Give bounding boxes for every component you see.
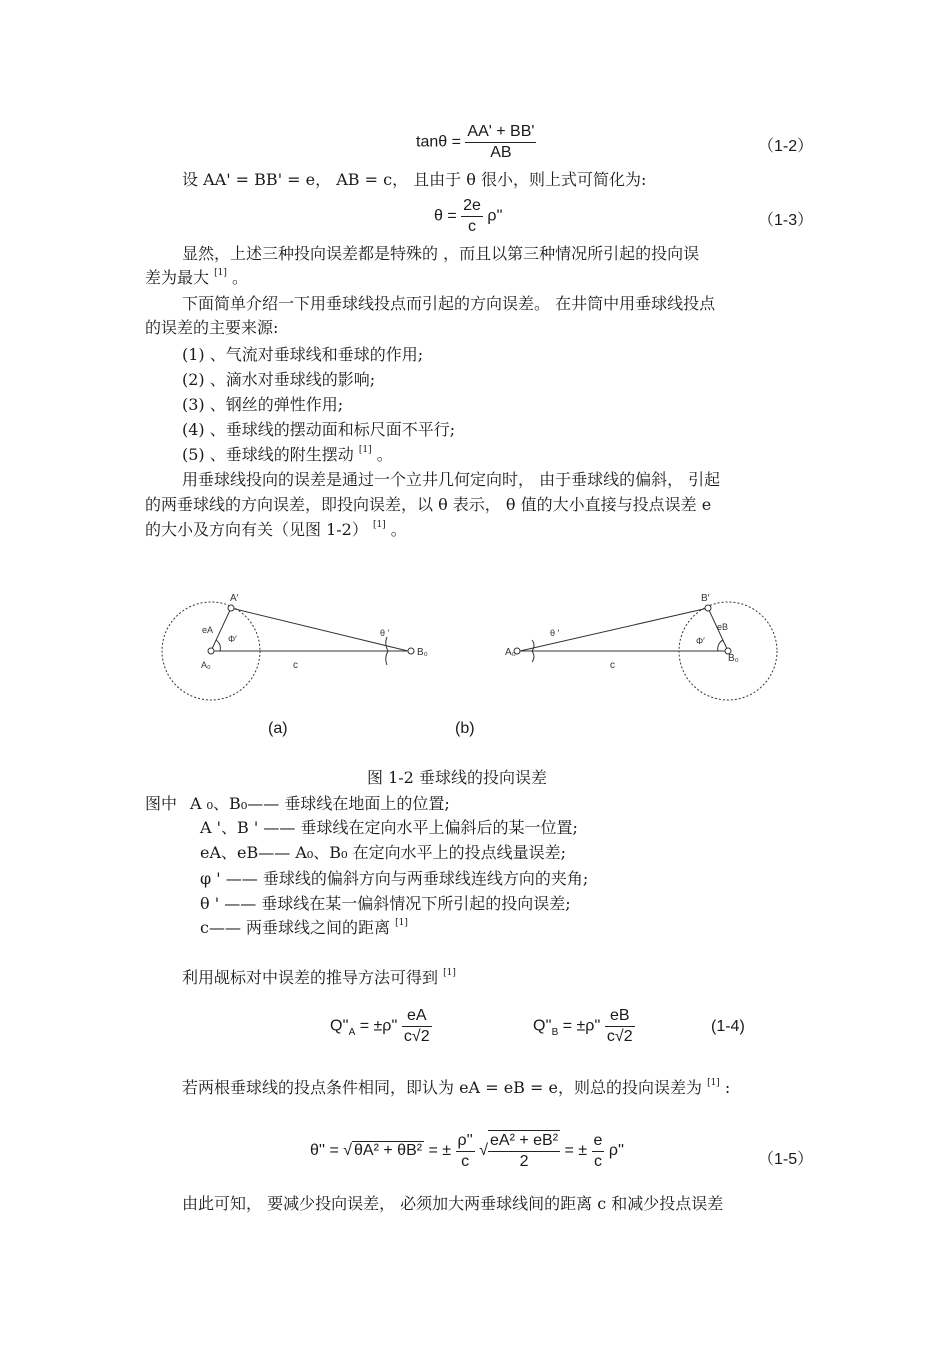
- equation-number: （1-5）: [758, 1151, 814, 1168]
- label-theta: θ ′: [550, 628, 560, 638]
- list-item: (3) 、钢丝的弹性作用;: [182, 395, 344, 414]
- square-root: √ θA² + θB²: [343, 1142, 423, 1159]
- equation-number: (1-4): [711, 1018, 745, 1035]
- equation-1-4-left: [330, 1006, 432, 1047]
- fraction-denominator: c√2: [403, 1028, 430, 1045]
- eq-fraction: [461, 196, 483, 237]
- list-item: (4) 、垂球线的摆动面和标尺面不平行;: [182, 420, 456, 439]
- text-line: 由此可知， 要减少投向误差， 必须加大两垂球线间的距离 c 和减少投点误差: [182, 1194, 724, 1213]
- legend-item: A '、B ' —— 垂球线在定向水平上偏斜后的某一位置;: [200, 818, 578, 837]
- eq-operator: = ±: [428, 1142, 452, 1160]
- eq-operator: = ±ρ'': [562, 1017, 601, 1035]
- citation: [1]: [358, 445, 372, 455]
- paragraph-line: [145, 268, 248, 291]
- eq-lhs: Q'': [330, 1017, 349, 1035]
- legend-item: A ₀、B₀—— 垂球线在地面上的位置;: [190, 794, 450, 813]
- text: 差为最大: [145, 268, 210, 287]
- text: 的大小及方向有关（见图 1-2）: [145, 520, 368, 539]
- fraction-denominator: 2: [519, 1153, 529, 1170]
- square-root: √ $\frac{\text{eA² + eB²}}{2}$: [479, 1132, 559, 1170]
- point-b-prime: [705, 605, 711, 611]
- label-eb: eB: [717, 622, 729, 632]
- label-phi: Φ′: [228, 634, 237, 644]
- legend-item: φ ' —— 垂球线的偏斜方向与两垂球线连线方向的夹角;: [200, 869, 589, 888]
- label-b0: B₀: [417, 647, 428, 658]
- paragraph-line: 的误差的主要来源:: [145, 318, 279, 337]
- citation: [1]: [214, 268, 227, 278]
- subfigure-label-a: (a): [268, 720, 288, 737]
- equation-1-3: [434, 196, 503, 237]
- figure-caption: 图 1-2 垂球线的投向误差: [367, 768, 547, 787]
- fraction-denominator: c: [461, 1152, 470, 1170]
- fraction-numerator: eA: [402, 1006, 432, 1027]
- subscript: A: [348, 1026, 356, 1038]
- fraction-numerator: AA' + BB': [465, 122, 536, 143]
- root-content: θA² + θB²: [354, 1142, 423, 1159]
- citation: [1]: [443, 968, 456, 978]
- point-a-prime: [228, 605, 234, 611]
- fraction-denominator: c: [593, 1152, 602, 1170]
- list-item: (1) 、气流对垂球线和垂球的作用;: [182, 345, 424, 364]
- text: c—— 两垂球线之间的距离: [200, 918, 391, 937]
- diagram-a: [162, 602, 414, 700]
- fraction-denominator: c: [468, 218, 477, 235]
- eq-fraction: [456, 1131, 475, 1172]
- legend-item: [200, 918, 408, 941]
- citation: [1]: [372, 520, 386, 530]
- legend-item: θ ' —— 垂球线在某一偏斜情况下所引起的投向误差;: [200, 894, 571, 913]
- equation-number: （1-2）: [758, 138, 814, 155]
- fraction-denominator: c√2: [606, 1028, 633, 1045]
- deviation-line: [211, 608, 231, 651]
- fraction-numerator: e: [592, 1131, 605, 1152]
- phi-arc: [216, 640, 220, 651]
- paragraph-line: 用垂球线投向的误差是通过一个立井几何定向时， 由于垂球线的偏斜， 引起: [182, 470, 721, 489]
- eq-operator: = ±: [564, 1142, 588, 1160]
- list-item: [182, 445, 393, 468]
- label-theta: θ ′: [380, 628, 390, 638]
- subscript: B: [551, 1026, 559, 1038]
- subfigure-label-b: (b): [455, 720, 475, 737]
- citation: [1]: [395, 918, 408, 928]
- eq-fraction: [605, 1006, 635, 1047]
- eq-fraction: [592, 1131, 605, 1172]
- eq-fraction: [465, 122, 536, 163]
- eq-lhs: tanθ =: [416, 133, 461, 151]
- fraction-numerator: ρ'': [456, 1131, 475, 1152]
- text: 若两根垂球线的投点条件相同，即认为 eA = eB = e，则总的投向误差为: [182, 1078, 702, 1097]
- label-a-prime: A′: [230, 593, 239, 604]
- label-a0: A₀: [505, 647, 516, 658]
- label-a0: A₀: [201, 660, 211, 670]
- rho-symbol: ρ'': [608, 1142, 625, 1160]
- equation-1-2: [416, 122, 536, 163]
- eq-fraction: [402, 1006, 432, 1047]
- legend-lead: 图中: [145, 794, 178, 813]
- paragraph-line: [145, 520, 407, 543]
- list-item: (2) 、滴水对垂球线的影响;: [182, 370, 376, 389]
- phi-arc: [718, 640, 723, 651]
- fraction-numerator: eB: [605, 1006, 635, 1027]
- point-b0: [408, 648, 414, 654]
- text: 。: [376, 445, 393, 464]
- equation-1-5: [310, 1130, 624, 1172]
- legend-item: eA、eB—— A₀、B₀ 在定向水平上的投点线量误差;: [200, 843, 566, 862]
- text-line: 设 AA' = BB' = e， AB = c， 且由于 θ 很小，则上式可简化为:: [182, 170, 647, 189]
- eq-lhs: θ =: [434, 207, 457, 225]
- fraction-denominator: AB: [490, 144, 512, 161]
- text: 。: [231, 268, 248, 287]
- paragraph-line: 的两垂球线的方向误差，即投向误差，以 θ 表示， θ 值的大小直接与投点误差 e: [145, 495, 712, 514]
- eq-fraction: [488, 1130, 560, 1172]
- fraction-numerator: 2e: [461, 196, 483, 217]
- eq-operator: = ±ρ'': [359, 1017, 398, 1035]
- text: :: [724, 1078, 731, 1097]
- text: 利用觇标对中误差的推导方法可得到: [182, 968, 439, 987]
- label-b-prime: B′: [701, 593, 710, 604]
- label-phi: Φ′: [696, 636, 705, 646]
- paragraph-line: 显然，上述三种投向误差都是特殊的 ，而且以第三种情况所引起的投向误: [182, 244, 700, 263]
- eq-lhs: θ'' =: [310, 1142, 339, 1160]
- point-a0: [208, 648, 214, 654]
- figure-diagram: [150, 585, 810, 710]
- diagram-b: [514, 602, 777, 700]
- citation: [1]: [707, 1078, 720, 1088]
- label-c: c: [293, 660, 298, 671]
- label-c: c: [610, 660, 615, 671]
- text-line: [182, 968, 456, 991]
- text: (5) 、垂球线的附生摆动: [182, 445, 354, 464]
- eq-lhs: Q'': [533, 1017, 552, 1035]
- fraction-numerator: eA² + eB²: [488, 1131, 560, 1152]
- paragraph-line: 下面简单介绍一下用垂球线投点而引起的方向误差。 在井筒中用垂球线投点: [182, 294, 716, 313]
- equation-number: （1-3）: [758, 212, 814, 229]
- rho-symbol: ρ'': [487, 207, 503, 225]
- label-b0: B₀: [728, 653, 739, 664]
- equation-1-4-right: [533, 1006, 635, 1047]
- text: 。: [390, 520, 407, 539]
- text-line: [182, 1078, 730, 1101]
- label-ea: eA: [202, 625, 214, 635]
